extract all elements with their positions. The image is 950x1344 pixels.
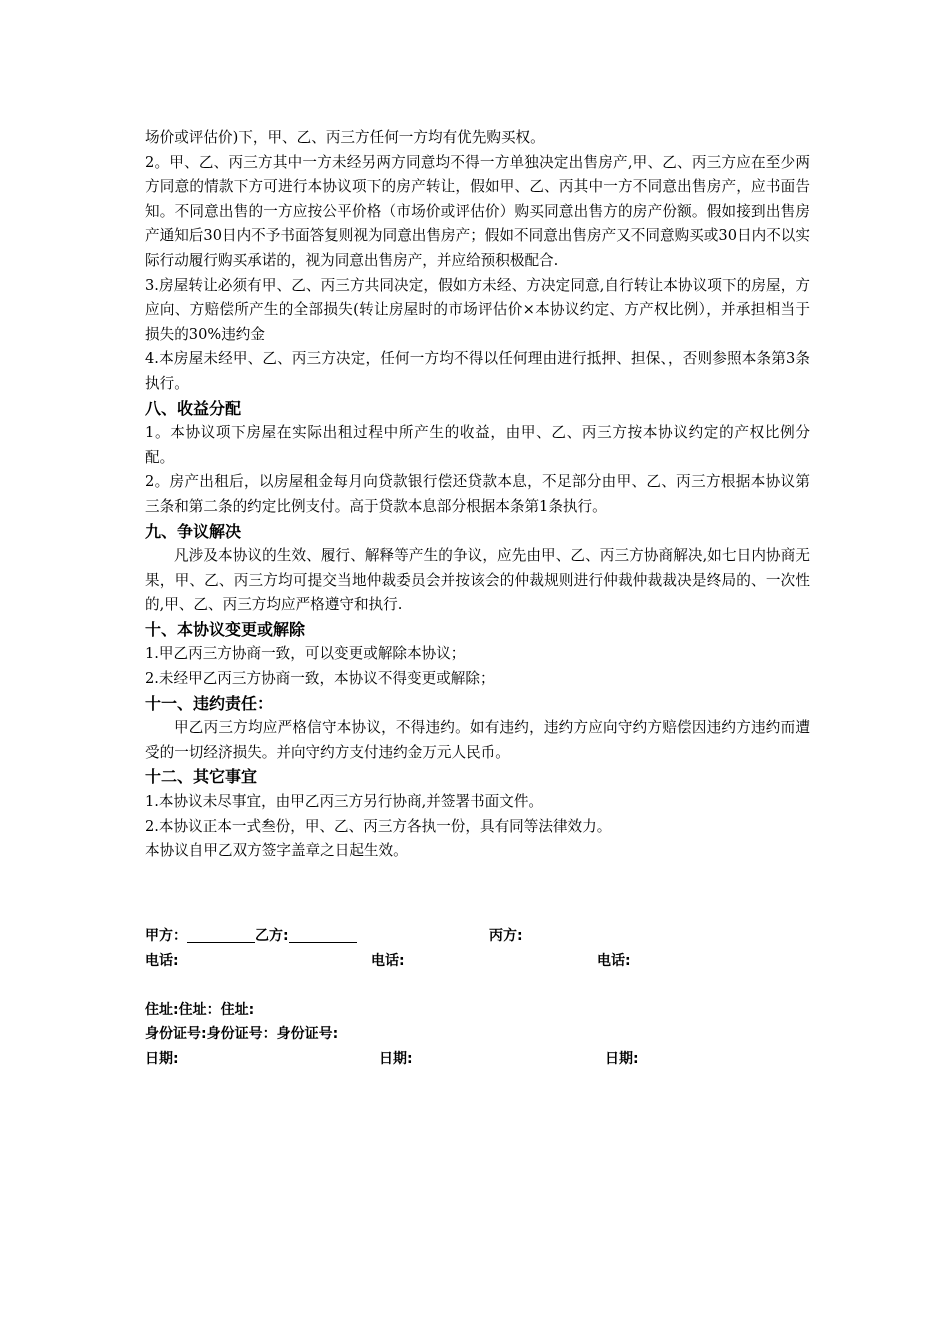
signature-address-row <box>145 998 810 1023</box>
section-heading-amendment: 十、本协议变更或解除 <box>145 619 306 639</box>
revenue-item-2: 2。房产出租后，以房屋租金每月向贷款银行偿还贷款本息，不足部分由甲、乙、丙三方根据本协议第三条和第二条的约定比例支付。高于贷款本息部分根据本条第1条执行。 <box>145 473 810 515</box>
section-heading-breach: 十一、违约责任： <box>145 693 274 713</box>
date-label-b: 日期: <box>379 1050 413 1067</box>
paragraph-transfer: 3.房屋转让必须有甲、乙、丙三方共同决定，假如方未经、方决定同意,自行转让本协议项下的房屋，方应向、方赔偿所产生的全部损失(转让房屋时的市场评估价×本协议约定、方产权比例），并承担相当于损失的30%违约金 <box>145 276 810 343</box>
revenue-item-1: 1。本协议项下房屋在实际出租过程中所产生的收益，由甲、乙、丙三方按本协议约定的产权比例分配。 <box>145 424 810 466</box>
breach-body: 甲乙丙三方均应严格信守本协议，不得违约。如有违约，违约方应向守约方赔偿因违约方违约而遭受的一切经济损失。并向守约方支付违约金万元人民币。 <box>145 719 810 761</box>
party-b-blank[interactable] <box>289 926 357 943</box>
address-labels: 住址:住址：住址: <box>145 1001 255 1018</box>
party-c-label: 丙方: <box>489 928 523 944</box>
other-item-2: 2.本协议正本一式叁份，甲、乙、丙三方各执一份，具有同等法律效力。 <box>145 817 612 835</box>
section-heading-revenue: 八、收益分配 <box>145 398 242 418</box>
dispute-body: 凡涉及本协议的生效、履行、解释等产生的争议，应先由甲、乙、丙三方协商解决,如七日内协商无果，甲、乙、丙三方均可提交当地仲裁委员会并按该会的仲裁规则进行仲裁仲裁裁决是终局的、一次性的,甲、乙、丙三方均应严格遵守和执行. <box>145 547 810 614</box>
phone-label-a: 电话: <box>145 952 179 969</box>
date-label-a: 日期: <box>145 1050 179 1067</box>
phone-label-b: 电话: <box>371 952 405 969</box>
section-heading-dispute: 九、争议解决 <box>145 521 242 541</box>
amendment-item-2: 2.未经甲乙丙三方协商一致，本协议不得变更或解除； <box>145 670 495 688</box>
effective-clause: 本协议自甲乙双方签字盖章之日起生效。 <box>145 842 408 860</box>
paragraph-preemption: 场价或评估价)下，甲、乙、丙三方任何一方均有优先购买权。 <box>145 129 545 146</box>
phone-label-c: 电话: <box>597 952 631 969</box>
party-b-label: 乙方: <box>255 928 289 944</box>
section-heading-other: 十二、其它事宜 <box>145 767 258 787</box>
signature-block <box>145 924 810 1072</box>
paragraph-sale-consent: 2。甲、乙、丙三方其中一方未经另两方同意均不得一方单独决定出售房产,甲、乙、丙三方应在至少两方同意的情款下方可进行本协议项下的房产转让，假如甲、乙、丙其中一方不同意出售房产，应书面告知。不同意出售的一方应按公平价格（市场价或评估价）购买同意出售方的房产份额。假如接到出售房产通知后30日内不予书面答复则视为同意出售房产；假如不同意出售房产又不同意购买或30日内不以实际行动履行购买承诺的，视为同意出售房产，并应给预积极配合. <box>145 153 810 269</box>
signature-parties-row <box>145 924 810 949</box>
document-body <box>145 126 810 864</box>
signature-phone-row <box>145 949 810 974</box>
signature-date-row <box>145 1047 810 1072</box>
id-number-labels: 身份证号:身份证号：身份证号: <box>145 1026 339 1043</box>
paragraph-mortgage: 4.本房屋未经甲、乙、丙三方决定，任何一方均不得以任何理由进行抵押、担保、，否则参照本条第3条执行。 <box>145 350 810 392</box>
signature-id-row <box>145 1022 810 1047</box>
signature-spacer <box>145 973 810 998</box>
party-a-field <box>145 924 357 948</box>
party-a-label: 甲方： <box>145 928 187 944</box>
party-a-blank[interactable] <box>187 926 255 943</box>
other-item-1: 1.本协议未尽事宜，由甲乙丙三方另行协商,并签署书面文件。 <box>145 793 544 811</box>
amendment-item-1: 1.甲乙丙三方协商一致，可以变更或解除本协议； <box>145 645 466 663</box>
date-label-c: 日期: <box>605 1050 639 1067</box>
